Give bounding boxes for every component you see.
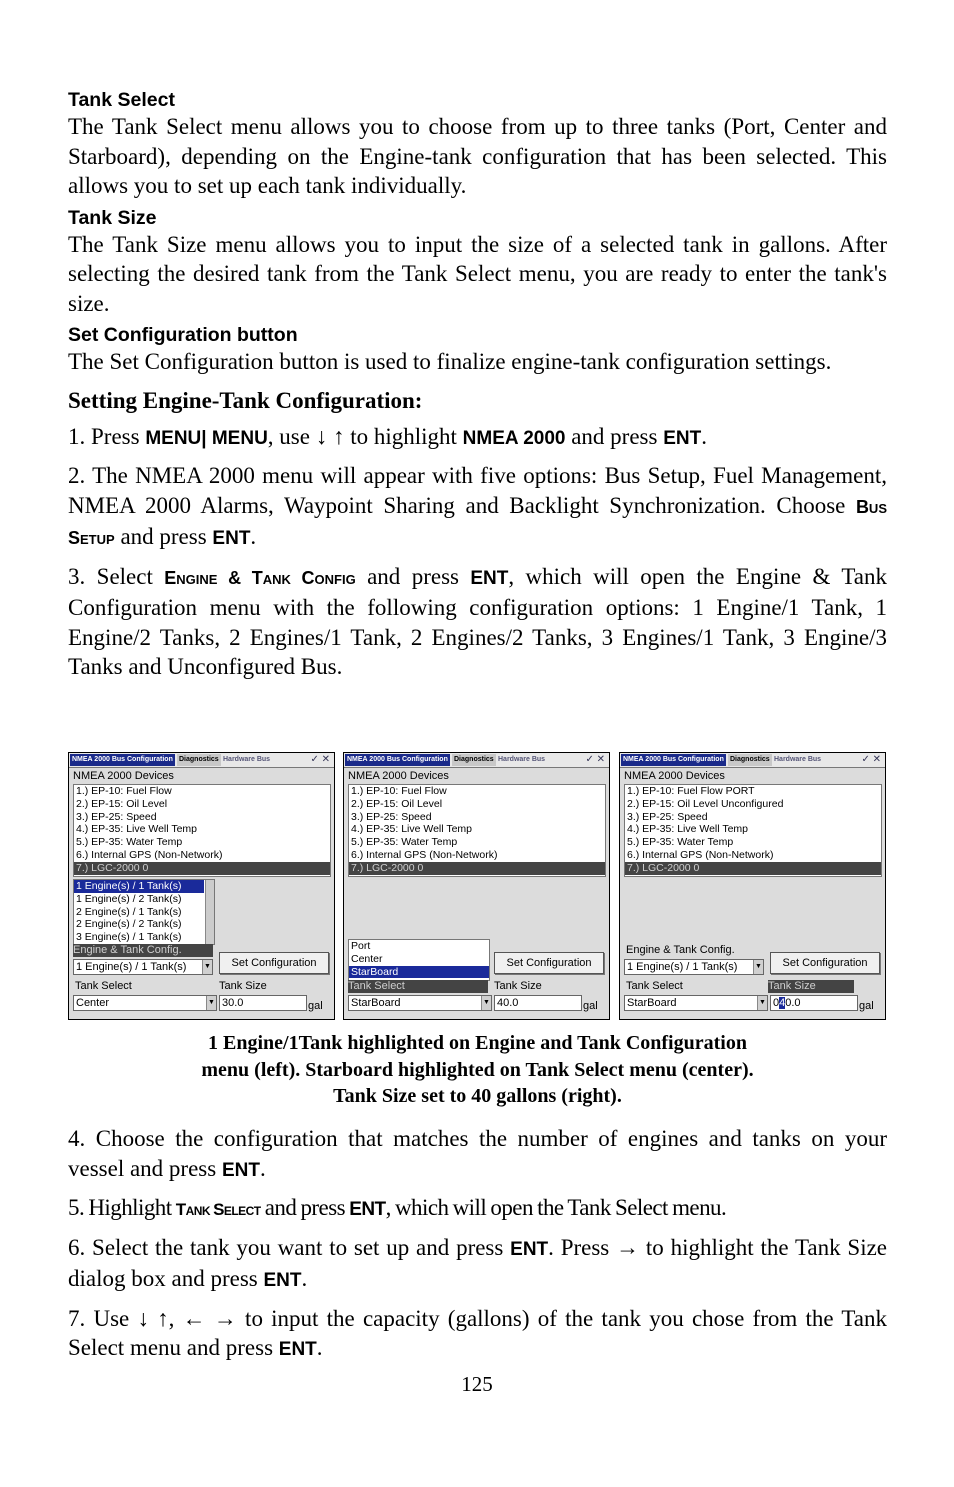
page-number: 125 xyxy=(461,1372,493,1396)
set-configuration-button[interactable]: Set Configuration xyxy=(770,952,880,974)
tank-options-list[interactable] xyxy=(348,939,490,981)
set-configuration-button[interactable]: Set Configuration xyxy=(219,952,329,974)
tab-hardware-bus[interactable]: Hardware Bus xyxy=(774,756,822,763)
tank-select-label: Tank Select xyxy=(348,980,488,993)
tank-size-input[interactable]: 30.0 xyxy=(219,995,307,1011)
list-item[interactable]: 2.) EP-15: Oil Level xyxy=(76,797,168,810)
devices-list[interactable] xyxy=(624,784,882,877)
arrow-keys-icon: ↓ ↑ xyxy=(315,423,345,449)
list-item[interactable]: 2.) EP-15: Oil Level Unconfigured xyxy=(627,797,784,810)
tank-size-heading: Tank Size xyxy=(68,206,157,229)
list-item[interactable]: 2.) EP-15: Oil Level xyxy=(351,797,443,810)
cursor-digit: 4 xyxy=(779,997,786,1009)
tank-size-label: Tank Size xyxy=(219,980,267,992)
lower-text xyxy=(68,1124,887,1365)
tab-hardware-bus[interactable]: Hardware Bus xyxy=(223,756,271,763)
list-item[interactable]: 3.) EP-25: Speed xyxy=(351,810,432,823)
tank-select-dropdown[interactable]: StarBoard ▼ xyxy=(624,995,768,1011)
list-item[interactable]: 1 Engine(s) / 1 Tank(s) xyxy=(74,880,204,893)
tank-select-label: Tank Select xyxy=(626,980,683,992)
list-item[interactable]: 6.) Internal GPS (Non-Network) xyxy=(76,848,223,861)
window-controls-icon: ✓ ✕ xyxy=(310,754,330,765)
tab-bar xyxy=(344,753,609,768)
step-2: 2. The NMEA 2000 menu will appear with five options: Bus Setup, Fuel Management, NMEA 2000 Alarms, Waypoint Sharing and Backlight Synchronization. Choose Bus Setup and press ENT. xyxy=(68,463,887,549)
tank-size-label: Tank Size xyxy=(768,980,854,993)
tab-diagnostics[interactable]: Diagnostics xyxy=(728,754,772,766)
screenshot-row xyxy=(68,752,887,1020)
tank-size-input[interactable]: 040.0 xyxy=(770,995,858,1011)
list-item[interactable]: 3 Engine(s) / 1 Tank(s) xyxy=(76,931,182,944)
engine-config-dropdown[interactable]: 1 Engine(s) / 1 Tank(s) ▼ xyxy=(624,959,764,975)
tab-bus-configuration[interactable]: NMEA 2000 Bus Configuration xyxy=(345,754,450,766)
devices-label: NMEA 2000 Devices xyxy=(73,770,174,782)
list-item[interactable]: 2 Engine(s) / 2 Tank(s) xyxy=(76,918,182,931)
screen-right xyxy=(619,752,886,1020)
gal-unit: gal xyxy=(308,1000,323,1012)
step-6: 6. Select the tank you want to set up and press ENT. Press → to highlight the Tank Size dialog box and press ENT. xyxy=(68,1234,887,1291)
tank-size-label: Tank Size xyxy=(494,980,542,992)
list-item[interactable]: Port xyxy=(351,940,371,952)
tank-select-heading: Tank Select xyxy=(68,89,175,111)
scrollbar[interactable] xyxy=(205,880,214,944)
chevron-down-icon: ▼ xyxy=(757,996,767,1010)
list-item[interactable]: 6.) Internal GPS (Non-Network) xyxy=(351,848,498,861)
tab-bar xyxy=(69,753,334,768)
list-item[interactable]: Center xyxy=(351,952,383,965)
tab-bus-configuration[interactable]: NMEA 2000 Bus Configuration xyxy=(70,754,175,766)
list-item[interactable]: 2 Engine(s) / 1 Tank(s) xyxy=(76,905,182,918)
tank-size-input[interactable]: 40.0 xyxy=(494,995,582,1011)
chevron-down-icon: ▼ xyxy=(753,960,763,974)
step-5: 5. Highlight Tank Select and press ENT, which will open the Tank Select menu. xyxy=(68,1195,727,1220)
step-3: 3. Select Engine & Tank Config and press ENT, which will open the Engine & Tank Configuration menu with the following configuration options: 1 Engine/1 Tank, 1 Engine/2 Tanks, 2 Engines/1 Tank, 2 Engines/2 Tanks, 3 Engines/1 Tank, 3 Engine/3 Tanks and Unconfigured Bus. xyxy=(68,563,887,679)
step-1: 1. Press MENU| MENU, use ↓ ↑ to highlight NMEA 2000 and press ENT. xyxy=(68,423,707,449)
list-item[interactable]: 3.) EP-25: Speed xyxy=(76,810,157,823)
gal-unit: gal xyxy=(583,1000,598,1012)
tab-bus-configuration[interactable]: NMEA 2000 Bus Configuration xyxy=(621,754,726,766)
tab-diagnostics[interactable]: Diagnostics xyxy=(177,754,221,766)
step-7: 7. Use ↓ ↑, ← → to input the capacity (gallons) of the tank you chose from the Tank Select menu and press ENT. xyxy=(68,1305,887,1360)
screen-left xyxy=(68,752,335,1020)
list-item[interactable]: 7.) LGC-2000 0 xyxy=(625,862,881,875)
gal-unit: gal xyxy=(859,1000,874,1012)
list-item[interactable]: 7.) LGC-2000 0 xyxy=(74,862,330,875)
list-item[interactable]: 5.) EP-35: Water Temp xyxy=(627,836,734,849)
chevron-down-icon: ▼ xyxy=(481,996,491,1010)
list-item[interactable]: 4.) EP-35: Live Well Temp xyxy=(76,823,197,836)
list-item[interactable]: 1.) EP-10: Fuel Flow xyxy=(351,785,447,797)
window-controls-icon: ✓ ✕ xyxy=(861,754,881,765)
engine-options-list[interactable] xyxy=(73,879,215,945)
list-item[interactable]: 6.) Internal GPS (Non-Network) xyxy=(627,848,774,861)
list-item[interactable]: 4.) EP-35: Live Well Temp xyxy=(627,823,748,836)
chevron-down-icon: ▼ xyxy=(206,996,216,1010)
tab-bar xyxy=(620,753,885,768)
step-4: 4. Choose the configuration that matches the number of engines and tanks on your vessel and press ENT. xyxy=(68,1126,887,1181)
list-item[interactable]: 5.) EP-35: Water Temp xyxy=(76,836,183,849)
list-item[interactable]: 4.) EP-35: Live Well Temp xyxy=(351,823,472,836)
chevron-down-icon: ▼ xyxy=(202,960,212,974)
engine-config-dropdown[interactable]: 1 Engine(s) / 1 Tank(s) ▼ xyxy=(73,959,213,975)
engine-config-label: Engine & Tank Config. xyxy=(626,944,735,956)
list-item[interactable]: 1.) EP-10: Fuel Flow PORT xyxy=(627,785,755,797)
arrow-keys-icon: ↓ ↑, ← → xyxy=(137,1305,237,1331)
list-item[interactable]: 7.) LGC-2000 0 xyxy=(349,862,605,875)
set-configuration-button[interactable]: Set Configuration xyxy=(494,952,604,974)
devices-label: NMEA 2000 Devices xyxy=(624,770,725,782)
set-config-body: The Set Configuration button is used to finalize engine-tank configuration settings. xyxy=(68,349,832,374)
upper-text xyxy=(68,88,887,682)
set-config-heading: Set Configuration button xyxy=(68,324,298,346)
list-item[interactable]: StarBoard xyxy=(349,966,489,979)
window-controls-icon: ✓ ✕ xyxy=(585,754,605,765)
tank-select-body: The Tank Select menu allows you to choose from up to three tanks (Port, Center and Starboard), depending on the Engine-tank configuration that has been selected. This allows you to set up each tank individually. xyxy=(68,114,887,198)
list-item[interactable]: 1.) EP-10: Fuel Flow xyxy=(76,785,172,797)
tank-select-label: Tank Select xyxy=(75,980,132,992)
procedure-heading: Setting Engine-Tank Configuration: xyxy=(68,387,423,413)
devices-list[interactable] xyxy=(348,784,606,877)
tab-diagnostics[interactable]: Diagnostics xyxy=(452,754,496,766)
list-item[interactable]: 5.) EP-35: Water Temp xyxy=(351,836,458,849)
screen-center xyxy=(343,752,610,1020)
arrow-right-icon: → xyxy=(616,1234,640,1260)
tab-hardware-bus[interactable]: Hardware Bus xyxy=(498,756,546,763)
engine-config-label: Engine & Tank Config. xyxy=(73,944,213,957)
figure-caption: 1 Engine/1Tank highlighted on Engine and Tank Configuration menu (left). Starboard highlighted on Tank Select menu (center). Tank Size set to 40 gallons (right). xyxy=(201,1032,754,1107)
devices-label: NMEA 2000 Devices xyxy=(348,770,449,782)
tank-select-dropdown[interactable]: Center ▼ xyxy=(73,995,217,1011)
tank-size-body: The Tank Size menu allows you to input the size of a selected tank in gallons. After selecting the desired tank from the Tank Select menu, you are ready to enter the tank's size. xyxy=(68,231,887,316)
list-item[interactable]: 1 Engine(s) / 2 Tank(s) xyxy=(76,892,182,905)
list-item[interactable]: 3.) EP-25: Speed xyxy=(627,810,708,823)
devices-list[interactable] xyxy=(73,784,331,877)
tank-select-dropdown[interactable]: StarBoard ▼ xyxy=(348,995,492,1011)
